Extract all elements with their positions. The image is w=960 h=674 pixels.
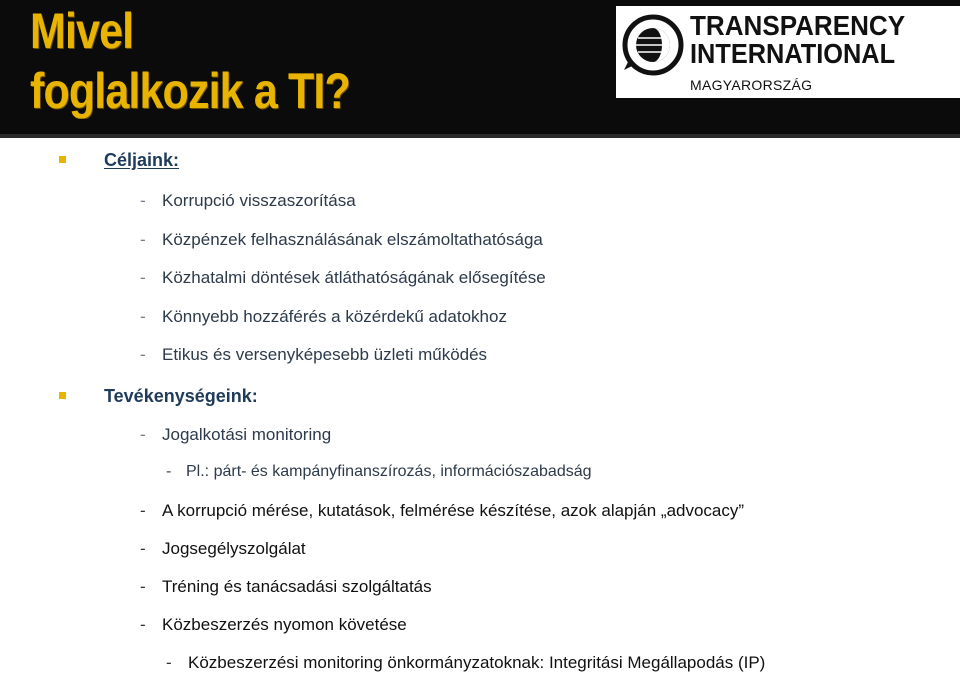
- list-item: - Korrupció visszaszorítása: [140, 191, 356, 210]
- list-subitem: - Pl.: párt- és kampányfinanszírozás, információszabadság: [166, 463, 592, 480]
- list-item: - Közbeszerzés nyomon követése: [140, 615, 407, 634]
- list-item: - Etikus és versenyképesebb üzleti működés: [140, 345, 488, 364]
- list-item: - Jogsegélyszolgálat: [140, 539, 306, 558]
- list-item: - Közpénzek felhasználásának elszámoltathatósága: [140, 230, 543, 249]
- slide-title-line-2: foglalkozik a TI?: [30, 63, 350, 119]
- section-heading-goals: Céljaink:: [104, 150, 180, 170]
- slide-title-line-1: Mivel: [30, 3, 134, 59]
- globe-ring-icon: [622, 14, 684, 76]
- logo-text-line-2: INTERNATIONAL: [690, 38, 896, 69]
- list-item: - Tréning és tanácsadási szolgáltatás: [140, 577, 432, 596]
- list-subitem: - Közbeszerzési monitoring önkormányzatoknak: Integritási Megállapodás (IP): [166, 653, 766, 672]
- header-divider: [0, 134, 960, 138]
- bullet-square-icon: [59, 392, 66, 399]
- section-heading-activities: Tevékenységeink:: [104, 386, 258, 406]
- logo-text-line-1: TRANSPARENCY: [690, 10, 906, 41]
- list-item: - Könnyebb hozzáférés a közérdekű adatokhoz: [140, 307, 507, 326]
- logo-text-country: MAGYARORSZÁG: [690, 77, 813, 93]
- transparency-international-logo: [616, 6, 960, 98]
- bullet-square-icon: [59, 156, 66, 163]
- title-bar: [0, 0, 960, 134]
- list-item: - Jogalkotási monitoring: [140, 425, 332, 444]
- list-item: - Közhatalmi döntések átláthatóságának elősegítése: [140, 268, 546, 287]
- list-item: - A korrupció mérése, kutatások, felmérése készítése, azok alapján „advocacy”: [140, 501, 745, 520]
